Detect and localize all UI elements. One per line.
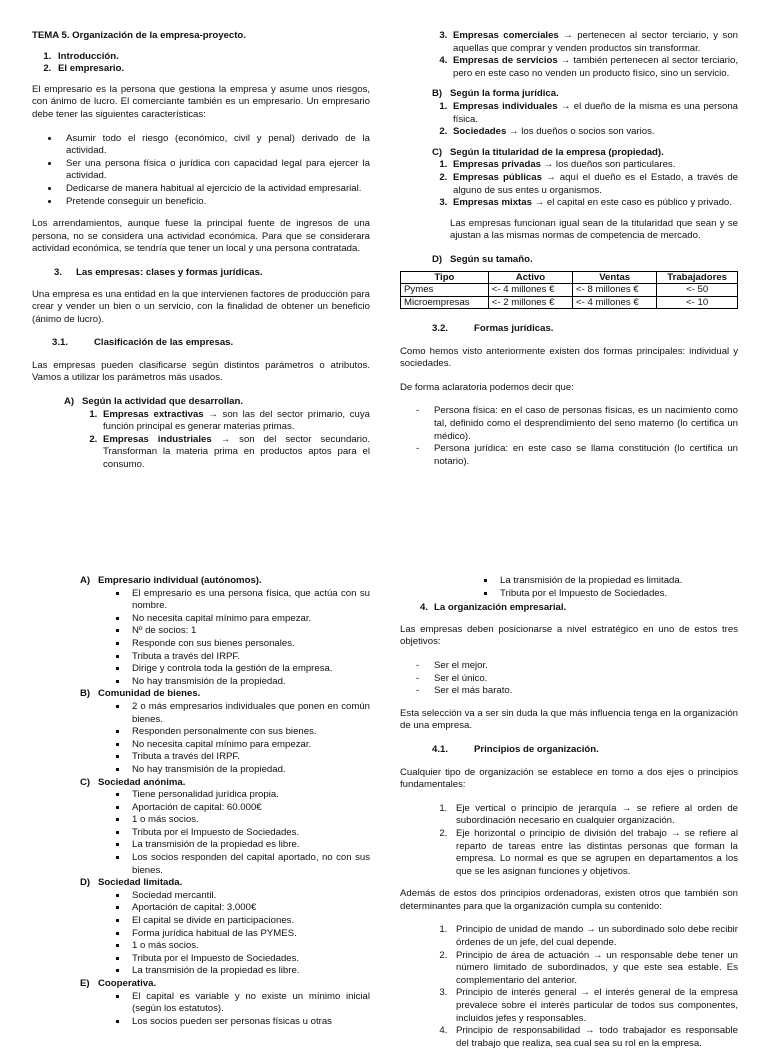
subsection-number: 3.2. xyxy=(432,323,449,334)
legal-form-features xyxy=(98,588,370,689)
list-item: 2. Principio de área de actuación → un responsable debe tener un número limitado de subordinados, y que este sea estable. Es complementario del anterior. xyxy=(450,950,738,988)
list-item xyxy=(100,409,370,434)
section-heading xyxy=(420,602,738,615)
list-item xyxy=(450,30,738,55)
list-item: ▪ Sociedad mercantil. xyxy=(128,890,370,903)
heading-title: Comunidad de bienes. xyxy=(98,688,201,700)
heading-title: Según la forma jurídica. xyxy=(450,88,559,100)
arrow-icon: → xyxy=(509,126,519,138)
legal-form-block xyxy=(80,776,370,878)
intro-list xyxy=(32,51,370,76)
list-item: ▪ Tributa a través del IRPF. xyxy=(128,751,370,764)
item-name: Empresas industriales xyxy=(103,433,212,445)
paragraph: Las empresas funcionan igual sean de la titularidad que sean y se ajustan a las mismas normas de competencia de mercado. xyxy=(450,217,738,242)
arrow-icon: → xyxy=(534,197,545,209)
list-item xyxy=(100,434,370,472)
heading-letter: D) xyxy=(432,253,443,265)
section-title: Las empresas: clases y formas jurídicas. xyxy=(76,266,263,278)
list-item: ▪ 1 o más socios. xyxy=(128,940,370,953)
list-item: ▪ Tiene personalidad jurídica propia. xyxy=(128,789,370,802)
classification-list xyxy=(400,101,738,139)
page2-left-column xyxy=(32,575,370,1028)
page2-right-column xyxy=(400,575,738,1060)
table-cell: <- 50 xyxy=(657,284,738,297)
objectives-list xyxy=(400,660,738,698)
legal-form-heading xyxy=(80,978,370,991)
list-item: ▪ El empresario es una persona física, que actúa con su nombre. xyxy=(128,588,370,613)
list-item: ▪ Tributa por el Impuesto de Sociedades. xyxy=(128,827,370,840)
column-header: Ventas xyxy=(573,271,657,284)
paragraph: Como hemos visto anteriormente existen dos formas principales: individual y sociedades. xyxy=(400,345,738,370)
list-item: ▪ Tributa a través del IRPF. xyxy=(128,651,370,664)
arrow-icon: → xyxy=(208,408,218,420)
list-item: ▪ Responde con sus bienes personales. xyxy=(128,638,370,651)
list-item: ▪ El capital se divide en participaciones. xyxy=(128,915,370,928)
table-cell: <- 10 xyxy=(657,296,738,309)
section-number: 3. xyxy=(54,266,63,278)
list-item: ▪ No necesita capital mínimo para empezar. xyxy=(128,739,370,752)
arrow-icon: → xyxy=(220,433,231,445)
item-text: el dueño de la misma es una persona física. xyxy=(453,100,738,125)
list-item: ▪ Tributa por el Impuesto de Sociedades. xyxy=(128,953,370,966)
definitions-list xyxy=(400,405,738,468)
list-item xyxy=(450,172,738,197)
subsection-number: 4.1. xyxy=(432,743,449,755)
heading-letter: A) xyxy=(80,575,91,586)
column-header: Activo xyxy=(488,271,572,284)
list-item: ▪ Los socios pueden ser personas físicas u otras xyxy=(128,1016,370,1029)
axes-list xyxy=(400,803,738,879)
subsection-heading xyxy=(432,744,738,757)
list-item: 1. Principio de unidad de mando → un subordinado solo debe recibir órdenes de un jefe, del cual depende. xyxy=(450,924,738,949)
table-cell: <- 2 millones € xyxy=(488,296,572,309)
cooperative-list-continued xyxy=(400,575,738,600)
heading-letter: C) xyxy=(432,146,443,158)
list-item: • Dedicarse de manera habitual al ejercicio de la actividad empresarial. xyxy=(60,183,370,196)
item-name: Empresas comerciales xyxy=(453,30,559,41)
list-item xyxy=(450,159,738,172)
legal-form-block xyxy=(80,688,370,776)
table-header-row xyxy=(401,271,738,284)
item-name: Empresas extractivas xyxy=(103,408,204,420)
list-item: ▪ La transmisión de la propiedad es libre. xyxy=(128,965,370,978)
subsection-title: Formas jurídicas. xyxy=(474,323,554,334)
heading-title: Sociedad anónima. xyxy=(98,776,186,788)
paragraph: De forma aclaratoria podemos decir que: xyxy=(400,381,574,393)
section-heading xyxy=(54,267,370,280)
classification-heading xyxy=(432,147,738,160)
item-name: Empresas mixtas xyxy=(453,197,532,209)
list-item: 1. Introducción. xyxy=(54,51,370,64)
list-item: ▪ Forma jurídica habitual de las PYMES. xyxy=(128,928,370,941)
item-name: Empresas públicas xyxy=(453,171,542,183)
paragraph: Los arrendamientos, aunque fuese la principal fuente de ingresos de una persona, no se considera una actividad económica. Para que se considerara actividad económica, se tendría que tener un local y una persona contratada. xyxy=(32,218,370,255)
classification-heading xyxy=(432,254,738,267)
heading-title: Según su tamaño. xyxy=(450,253,533,265)
legal-form-block xyxy=(80,978,370,1028)
list-item: ▪ El capital es variable y no existe un mínimo inicial (según los estatutos). xyxy=(128,991,370,1016)
list-item: - Ser el mejor. xyxy=(434,660,738,673)
principles-list xyxy=(400,924,738,1050)
list-item: ▪ Dirige y controla toda la gestión de la empresa. xyxy=(128,663,370,676)
classification-list xyxy=(32,409,370,472)
paragraph: Las empresas pueden clasificarse según distintos parámetros o atributos. Vamos a utilizar los parámetros más usados. xyxy=(32,359,370,384)
list-item: • Ser una persona física o jurídica con capacidad legal para ejercer la actividad. xyxy=(60,158,370,183)
item-text: son del sector secundario. Transforman la materia prima en productos aptos para el consumo. xyxy=(103,433,370,471)
list-item: ▪ La transmisión de la propiedad es limitada. xyxy=(496,575,738,588)
heading-letter: A) xyxy=(64,396,75,408)
section-number: 4. xyxy=(420,602,429,614)
paragraph: Además de estos dos principios ordenadoras, existen otros que también son determinantes para que la organización cumpla su contenido: xyxy=(400,888,738,912)
heading-title: Según la titularidad de la empresa (propiedad). xyxy=(450,146,664,158)
list-item: ▪ Nº de socios: 1 xyxy=(128,625,370,638)
heading-title: Según la actividad que desarrollan. xyxy=(82,396,244,408)
paragraph: Cualquier tipo de organización se establece en torno a dos ejes o principios fundamentales: xyxy=(400,766,738,791)
legal-form-features xyxy=(98,890,370,978)
heading-letter: B) xyxy=(80,688,91,700)
characteristics-list xyxy=(32,133,370,209)
classification-heading xyxy=(432,88,738,101)
page1-left-column xyxy=(32,30,370,480)
heading-title: Sociedad limitada. xyxy=(98,877,183,889)
paragraph: Una empresa es una entidad en la que intervienen factores de producción para crear y vender un bien o un servicio, con la finalidad de obtener un beneficio (ánimo de lucro). xyxy=(32,288,370,325)
table-row xyxy=(401,284,738,297)
classification-heading xyxy=(64,396,370,409)
list-item xyxy=(450,126,738,139)
item-name: Empresas privadas xyxy=(453,159,541,171)
column-header: Trabajadores xyxy=(657,271,738,284)
item-name: Empresas individuales xyxy=(453,100,558,112)
subsection-number: 3.1. xyxy=(52,337,69,349)
item-text: son las del sector primario, cuya función principal es generar materias primas. xyxy=(103,408,371,433)
list-item: ▪ No necesita capital mínimo para empezar. xyxy=(128,613,370,626)
table-cell: <- 4 millones € xyxy=(573,296,657,309)
legal-form-features xyxy=(98,789,370,877)
company-size-table xyxy=(400,271,738,310)
list-item: 1. Eje vertical o principio de jerarquía → se refiere al orden de subordinación necesario en cualquier organización. xyxy=(450,803,738,828)
list-item: - Ser el único. xyxy=(434,673,738,686)
item-text: el capital en este caso es público y privado. xyxy=(544,197,732,209)
arrow-icon: → xyxy=(560,55,571,67)
legal-form-block xyxy=(80,575,370,688)
list-item: - Persona física: en el caso de personas físicas, es un nacimiento como tal, definido como el desprendimiento del seno materno (lo certifica un médico). xyxy=(434,405,738,443)
heading-letter: D) xyxy=(80,877,91,889)
list-item: ▪ Tributa por el Impuesto de Sociedades. xyxy=(496,588,738,601)
list-item: 4. Principio de responsabilidad → todo trabajador es responsable del trabajo que realiza, sea cual sea su rol en la empresa. xyxy=(450,1025,738,1050)
list-item: 3. Principio de interés general → el interés general de la empresa prevalece sobre el interés particular de todos sus componentes, incluidos jefes y responsables. xyxy=(450,987,738,1025)
heading-title: Cooperativa. xyxy=(98,978,157,989)
list-item: ▪ 1 o más socios. xyxy=(128,814,370,827)
list-item: ▪ No hay transmisión de la propiedad. xyxy=(128,676,370,689)
list-item: - Persona jurídica: en este caso se llama constitución (lo certifica un notario). xyxy=(434,443,738,468)
list-item: 2. Eje horizontal o principio de división del trabajo → se refiere al reparto de tareas entre las distintas personas que forman la empresa. Lo normal es que se agrupen en departamentos a los que se les asignan funciones y objetivos. xyxy=(450,828,738,878)
page1-right-column xyxy=(400,30,738,478)
heading-letter: B) xyxy=(432,88,443,100)
paragraph: Esta selección va a ser sin duda la que más influencia tenga en la organización de una empresa. xyxy=(400,707,738,732)
document-title: TEMA 5. Organización de la empresa-proyecto. xyxy=(32,30,246,41)
legal-form-heading xyxy=(80,688,370,701)
item-name: Empresas de servicios xyxy=(453,55,558,67)
list-item: • Pretende conseguir un beneficio. xyxy=(60,196,370,209)
section-title: La organización empresarial. xyxy=(434,602,567,614)
table-row xyxy=(401,296,738,309)
subsection-title: Clasificación de las empresas. xyxy=(94,337,234,349)
item-text: también pertenecen al sector terciario, pero en este caso no venden un producto físico, sino un servicio. xyxy=(453,55,738,79)
legal-form-block xyxy=(80,877,370,978)
legal-form-features xyxy=(98,701,370,777)
table-cell: <- 4 millones € xyxy=(488,284,572,297)
legal-form-heading xyxy=(80,575,370,588)
table-cell: Pymes xyxy=(401,284,489,297)
column-header: Tipo xyxy=(401,271,489,284)
list-item xyxy=(450,197,738,210)
arrow-icon: → xyxy=(560,100,571,112)
list-item: 2. El empresario. xyxy=(54,63,370,76)
classification-list xyxy=(400,159,738,209)
list-item: - Ser el más barato. xyxy=(434,685,738,698)
list-item: • Asumir todo el riesgo (económico, civil y penal) derivado de la actividad. xyxy=(60,133,370,158)
legal-form-features xyxy=(98,991,370,1029)
paragraph: El empresario es la persona que gestiona la empresa y asume unos riesgos, con ánimo de lucro. El comerciante también es un empresario. Un empresario debe tener las siguientes características: xyxy=(32,83,370,120)
legal-form-heading xyxy=(80,877,370,890)
list-item: ▪ Responden personalmente con sus bienes. xyxy=(128,726,370,739)
heading-letter: E) xyxy=(80,978,90,989)
table-cell: <- 8 millones € xyxy=(573,284,657,297)
item-text: los dueños o socios son varios. xyxy=(518,126,655,138)
table-cell: Microempresas xyxy=(401,296,489,309)
list-item: ▪ Los socios responden del capital aportado, no con sus bienes. xyxy=(128,852,370,877)
list-item xyxy=(450,55,738,80)
classification-list-continued xyxy=(400,30,738,80)
paragraph: Las empresas deben posicionarse a nivel estratégico en uno de estos tres objetivos: xyxy=(400,623,738,648)
list-item: ▪ La transmisión de la propiedad es libre. xyxy=(128,839,370,852)
list-item: ▪ Aportación de capital: 60.000€ xyxy=(128,802,370,815)
item-text: aquí el dueño es el Estado, a través de alguno de sus entes u organismos. xyxy=(453,171,739,196)
list-item xyxy=(450,101,738,126)
subsection-heading xyxy=(52,337,370,350)
item-text: pertenecen al sector terciario, y son aquellas que comprar y venden productos sin transformar. xyxy=(453,30,738,54)
arrow-icon: → xyxy=(563,30,573,41)
document-page-2 xyxy=(0,565,768,1049)
heading-letter: C) xyxy=(80,776,91,788)
arrow-icon: → xyxy=(546,171,556,183)
list-item: ▪ Aportación de capital: 3.000€ xyxy=(128,902,370,915)
item-text: los dueños son particulares. xyxy=(553,159,676,171)
arrow-icon: → xyxy=(543,159,554,171)
list-item: ▪ No hay transmisión de la propiedad. xyxy=(128,764,370,777)
item-name: Sociedades xyxy=(453,126,507,138)
subsection-title: Principios de organización. xyxy=(474,743,599,755)
heading-title: Empresario individual (autónomos). xyxy=(98,575,262,586)
list-item: ▪ 2 o más empresarios individuales que ponen en común bienes. xyxy=(128,701,370,726)
legal-form-heading xyxy=(80,776,370,790)
subsection-heading xyxy=(432,323,738,336)
